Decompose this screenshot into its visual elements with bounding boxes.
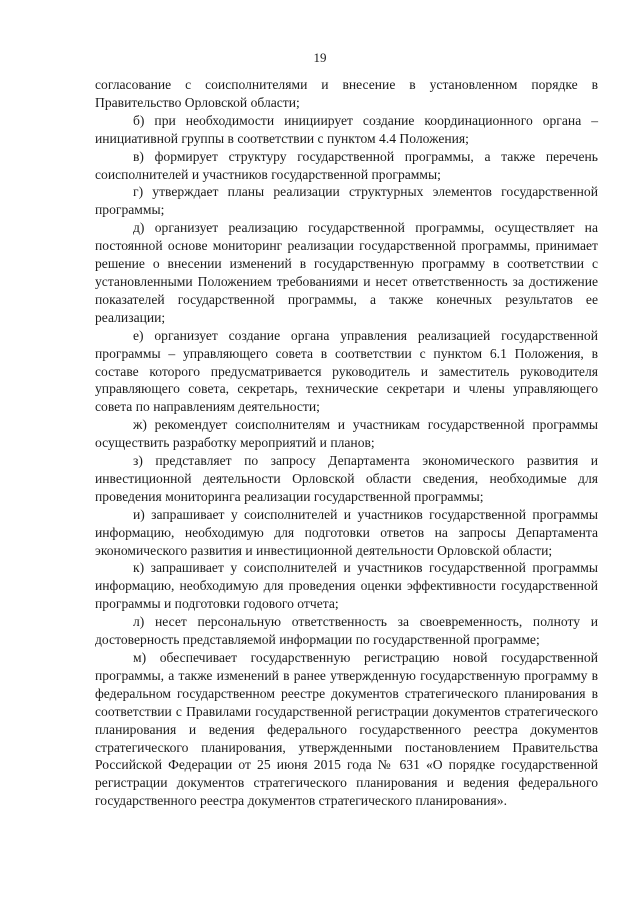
paragraph-item-b: б) при необходимости инициирует создание координационного органа – инициативной группы в соответствии с пунктом 4.4 Положения; bbox=[95, 112, 598, 146]
paragraph-item-i: и) запрашивает у соисполнителей и участников государственной программы информацию, необходимую для подготовки ответов на запросы Департамента экономического развития и инвестиционной деятельности Орловской области; bbox=[95, 506, 598, 558]
paragraph-item-m: м) обеспечивает государственную регистрацию новой государственной программы, а также изменений в ранее утвержденную государственную программу в федеральном государственном реестре документов стратегического планирования в соответствии с Правилами государственной регистрации документов стратегического планирования и ведения федерального государственного реестра документов стратегического планирования, утвержденными постановлением Правительства Российской Федерации от 25 июня 2015 года № 631 «О порядке государственной регистрации документов стратегического планирования и ведения федерального государственного реестра документов стратегического планирования». bbox=[95, 650, 598, 809]
paragraph-item-zh: ж) рекомендует соисполнителям и участникам государственной программы осуществить разработку мероприятий и планов; bbox=[95, 417, 598, 451]
paragraph-item-k: к) запрашивает у соисполнителей и участников государственной программы информацию, необходимую для проведения оценки эффективности государственной программы и подготовки годового отчета; bbox=[95, 560, 598, 612]
paragraph-continuation: согласование с соисполнителями и внесение в установленном порядке в Правительство Орловской области; bbox=[95, 77, 598, 110]
paragraph-item-e: е) организует создание органа управления реализацией государственной программы – управляющего совета в соответствии с пунктом 6.1 Положения, в составе которого предусматривается руководитель и заместитель руководителя управляющего совета, секретарь, технические секретари и члены управляющего совета по направлениям деятельности; bbox=[95, 327, 598, 415]
paragraph-item-g: г) утверждает планы реализации структурных элементов государственной программы; bbox=[95, 184, 598, 218]
document-body bbox=[95, 76, 598, 810]
paragraph-item-l: л) несет персональную ответственность за своевременность, полноту и достоверность представляемой информации по государственной программе; bbox=[95, 614, 598, 648]
page-number: 19 bbox=[313, 50, 327, 65]
paragraph-item-d: д) организует реализацию государственной программы, осуществляет на постоянной основе мониторинг реализации государственной программы, принимает решение о внесении изменений в государственную программу в соответствии с установленными Положением требованиями и несет ответственность за достижение показателей государственной программы, а также конечных результатов ее реализации; bbox=[95, 220, 598, 325]
paragraph-item-z: з) представляет по запросу Департамента экономического развития и инвестиционной деятельности Орловской области сведения, необходимые для проведения мониторинга реализации государственной программы; bbox=[95, 453, 598, 504]
paragraph-item-v: в) формирует структуру государственной программы, а также перечень соисполнителей и участников государственной программы; bbox=[95, 148, 598, 182]
